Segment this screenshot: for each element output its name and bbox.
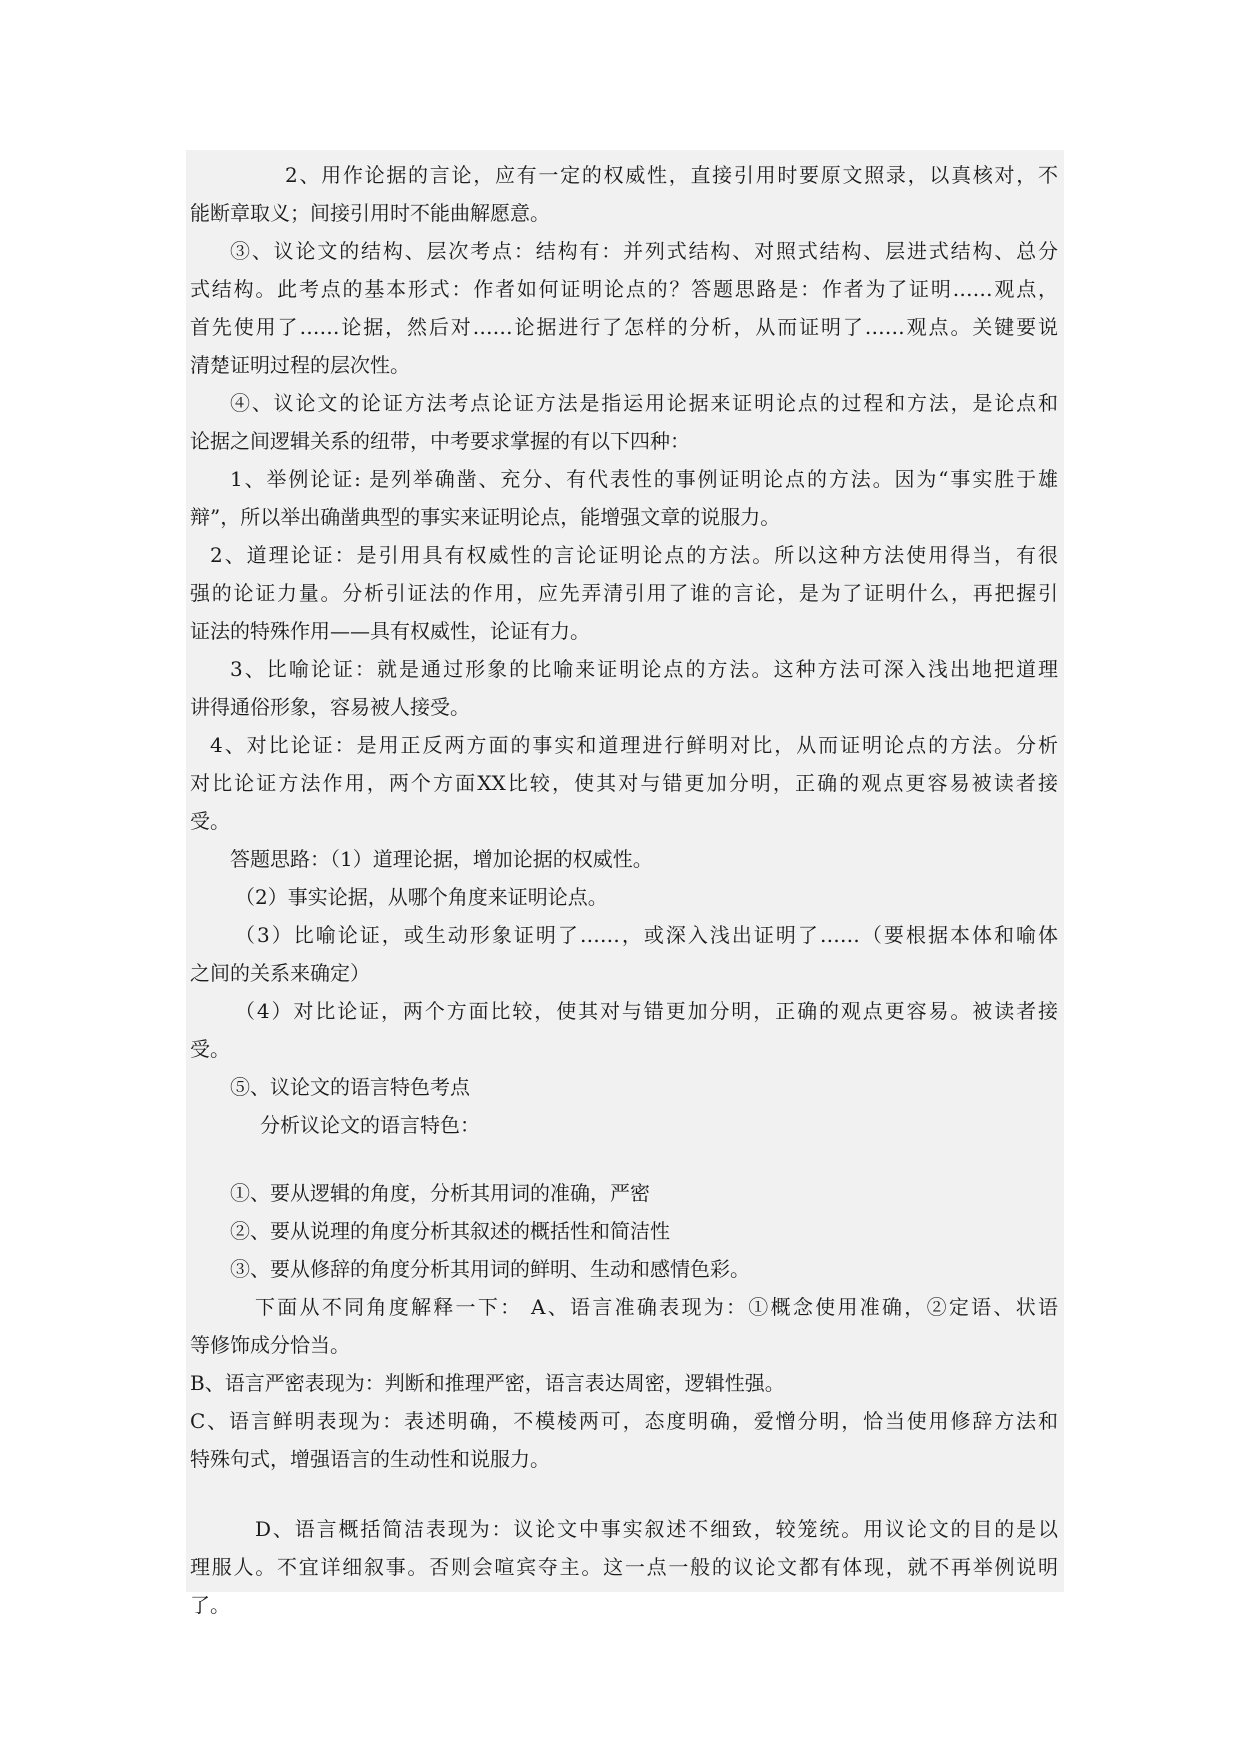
text-line: 2、道理论证：是引用具有权威性的言论证明论点的方法。所以这种方法使用得当，有很 xyxy=(210,543,1058,567)
text-line: （4）对比论证，两个方面比较，使其对与错更加分明，正确的观点更容易。被读者接 xyxy=(235,999,1058,1023)
text-line: 证法的特殊作用——具有权威性，论证有力。 xyxy=(190,619,590,643)
text-line: 受。 xyxy=(190,1037,230,1061)
text-line: 受。 xyxy=(190,809,230,833)
text-line: 强的论证力量。分析引证法的作用，应先弄清引用了谁的言论，是为了证明什么，再把握引 xyxy=(190,581,1058,605)
text-line: 4、对比论证：是用正反两方面的事实和道理进行鲜明对比，从而证明论点的方法。分析 xyxy=(210,733,1058,757)
text-line: 特殊句式，增强语言的生动性和说服力。 xyxy=(190,1447,550,1471)
text-line: ④、议论文的论证方法考点论证方法是指运用论据来证明论点的过程和方法，是论点和 xyxy=(230,391,1058,415)
text-line: 分析议论文的语言特色： xyxy=(260,1113,480,1137)
text-line: 答题思路：（1）道理论据，增加论据的权威性。 xyxy=(230,847,653,871)
text-line: 之间的关系来确定） xyxy=(190,961,370,985)
text-line: C、语言鲜明表现为：表述明确，不模棱两可，态度明确，爱憎分明，恰当使用修辞方法和 xyxy=(190,1409,1058,1433)
text-line: 3、比喻论证：就是通过形象的比喻来证明论点的方法。这种方法可深入浅出地把道理 xyxy=(230,657,1058,681)
text-line: 讲得通俗形象，容易被人接受。 xyxy=(190,695,470,719)
text-line: ⑤、议论文的语言特色考点 xyxy=(230,1075,470,1099)
text-line: ③、要从修辞的角度分析其用词的鲜明、生动和感情色彩。 xyxy=(230,1257,750,1281)
text-line: 清楚证明过程的层次性。 xyxy=(190,353,410,377)
text-line: 等修饰成分恰当。 xyxy=(190,1333,350,1357)
text-line: 辩”，所以举出确凿典型的事实来证明论点，能增强文章的说服力。 xyxy=(190,505,781,529)
text-line: 了。 xyxy=(190,1593,230,1617)
text-line: ②、要从说理的角度分析其叙述的概括性和简洁性 xyxy=(230,1219,670,1243)
text-line: B、语言严密表现为：判断和推理严密，语言表达周密，逻辑性强。 xyxy=(190,1371,785,1395)
text-line: 论据之间逻辑关系的纽带，中考要求掌握的有以下四种： xyxy=(190,429,690,453)
text-line: 能断章取义；间接引用时不能曲解愿意。 xyxy=(190,201,550,225)
text-line: 2、用作论据的言论，应有一定的权威性，直接引用时要原文照录，以真核对，不 xyxy=(285,163,1058,187)
text-line: D、语言概括简洁表现为：议论文中事实叙述不细致，较笼统。用议论文的目的是以 xyxy=(255,1517,1058,1541)
text-line: （3）比喻论证，或生动形象证明了……，或深入浅出证明了……（要根据本体和喻体 xyxy=(235,923,1058,947)
text-line: 1、举例论证: 是列举确凿、充分、有代表性的事例证明论点的方法。因为“事实胜于雄 xyxy=(230,467,1058,491)
text-line: 首先使用了……论据，然后对……论据进行了怎样的分析，从而证明了……观点。关键要说 xyxy=(190,315,1058,339)
text-line: 对比论证方法作用，两个方面XX比较，使其对与错更加分明，正确的观点更容易被读者接 xyxy=(190,771,1058,795)
text-line: 式结构。此考点的基本形式：作者如何证明论点的？答题思路是：作者为了证明……观点， xyxy=(190,277,1058,301)
text-line: ③、议论文的结构、层次考点：结构有：并列式结构、对照式结构、层进式结构、总分 xyxy=(230,239,1058,263)
text-line: 理服人。不宜详细叙事。否则会喧宾夺主。这一点一般的议论文都有体现，就不再举例说明 xyxy=(190,1555,1058,1579)
text-line: （2）事实论据，从哪个角度来证明论点。 xyxy=(235,885,608,909)
text-line: 下面从不同角度解释一下： A、语言准确表现为：①概念使用准确，②定语、状语 xyxy=(255,1295,1058,1319)
text-line: ①、要从逻辑的角度，分析其用词的准确，严密 xyxy=(230,1181,650,1205)
